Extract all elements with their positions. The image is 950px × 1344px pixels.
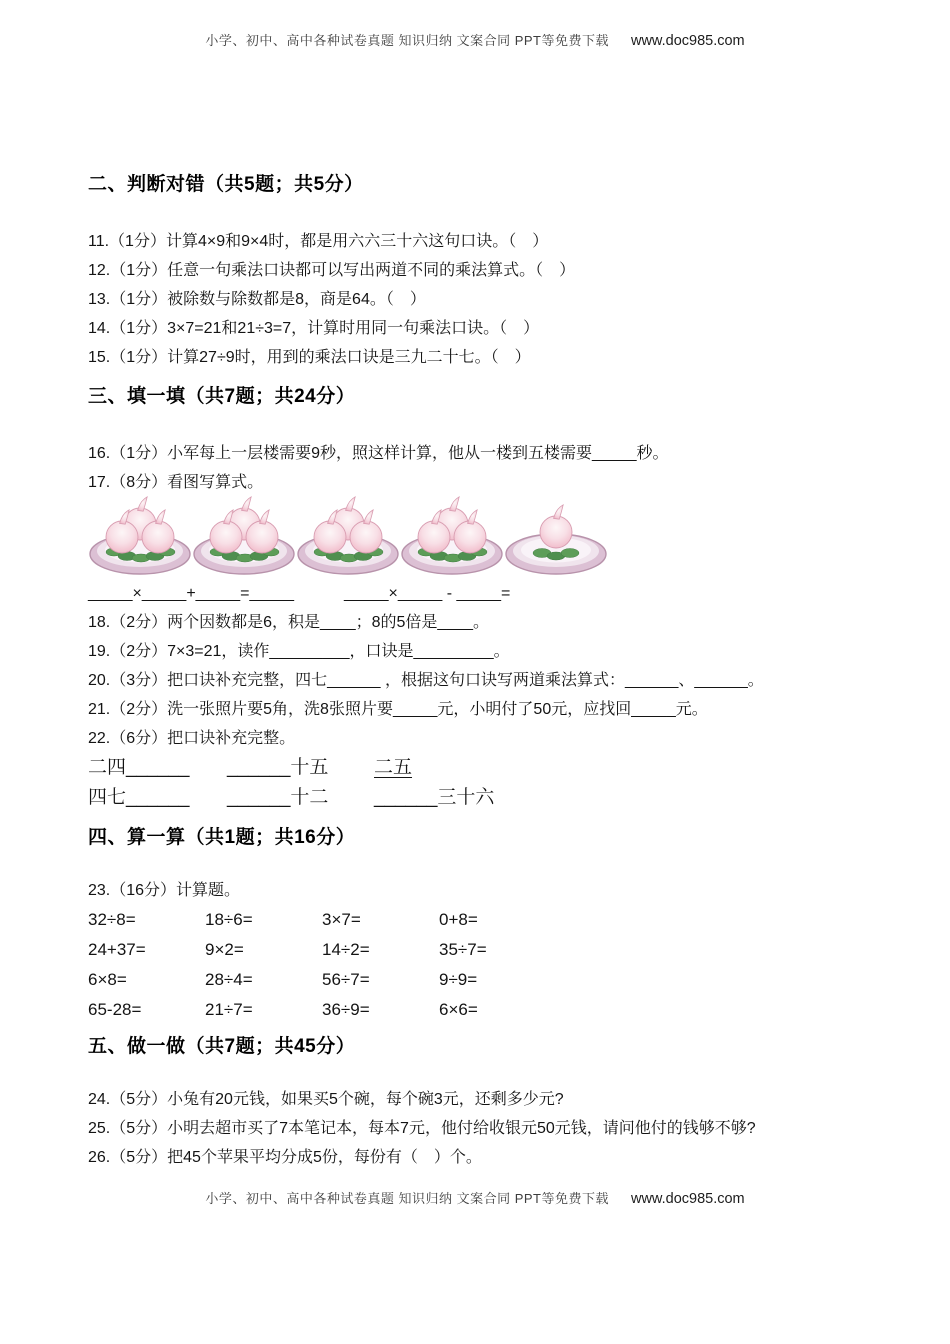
mnemonic-blank: ______三十六	[374, 787, 495, 808]
section-2-questions	[88, 227, 868, 372]
section-3-title: 三、填一填（共7题；共24分）	[88, 386, 356, 407]
calc-item: 6×8=	[88, 970, 127, 989]
footer-site-url: www.doc985.com	[630, 1191, 745, 1207]
calc-item: 3×7=	[322, 910, 361, 929]
calc-item: 0+8=	[439, 910, 478, 929]
mnemonic-blank: ______十二	[227, 787, 329, 808]
mnemonic-row-2	[88, 783, 868, 813]
page-header	[0, 30, 950, 49]
peach-plate	[504, 495, 608, 579]
calc-item: 36÷9=	[322, 1000, 370, 1019]
calc-item: 35÷7=	[439, 940, 487, 959]
question-24: 24.（5分）小兔有20元钱，如果买5个碗，每个碗3元，还剩多少元?	[88, 1091, 564, 1108]
question-14: 14.（1分）3×7=21和21÷3=7，计算时用同一句乘法口诀。（ ）	[88, 320, 540, 337]
peach-plate	[88, 495, 192, 579]
calc-item: 9÷9=	[439, 970, 478, 989]
question-17: 17.（8分）看图写算式。	[88, 474, 264, 491]
header-site-url: www.doc985.com	[630, 33, 745, 49]
section-5-questions	[88, 1085, 868, 1172]
calc-item: 56÷7=	[322, 970, 370, 989]
calc-item: 21÷7=	[205, 1000, 253, 1019]
document-body	[88, 173, 868, 1172]
mnemonic-blank: 二五	[374, 757, 413, 778]
page-footer	[0, 1188, 950, 1207]
question-11: 11.（1分）计算4×9和9×4时，都是用六六三十六这句口诀。（ ）	[88, 233, 549, 250]
mnemonic-row-1	[88, 753, 868, 783]
calc-item: 9×2=	[205, 940, 244, 959]
peach-plate	[192, 495, 296, 579]
question-13: 13.（1分）被除数与除数都是8，商是64。（ ）	[88, 291, 426, 308]
question-23: 23.（16分）计算题。	[88, 882, 241, 899]
calculation-grid	[88, 905, 868, 1025]
section-5-title: 五、做一做（共7题；共45分）	[88, 1036, 356, 1057]
section-4-questions	[88, 876, 868, 1025]
mnemonic-blank: ______十五	[227, 757, 329, 778]
peach-plates-illustration	[88, 495, 618, 579]
equation-blank-right: _____×_____ - _____=	[344, 585, 511, 602]
section-4-title: 四、算一算（共1题；共16分）	[88, 827, 356, 848]
footer-text: 小学、初中、高中各种试卷真题 知识归纳 文案合同 PPT等免费下载	[205, 1191, 609, 1206]
question-25: 25.（5分）小明去超市买了7本笔记本，每本7元，他付给收银元50元钱，请问他付的钱够不够?	[88, 1120, 756, 1137]
question-16: 16.（1分）小军每上一层楼需要9秒，照这样计算，他从一楼到五楼需要_____秒。	[88, 445, 669, 462]
mnemonic-blank: 四七______	[88, 787, 190, 808]
peach-bun	[540, 505, 572, 548]
calc-item: 32÷8=	[88, 910, 136, 929]
leaf	[561, 549, 579, 558]
equation-blank-left: _____×_____+_____=_____	[88, 585, 294, 602]
question-20: 20.（3分）把口诀补充完整，四七______ ，根据这句口诀写两道乘法算式：______、______。	[88, 672, 764, 689]
section-3-questions	[88, 439, 868, 813]
peach-plate	[296, 495, 400, 579]
question-21: 21.（2分）洗一张照片要5角，洗8张照片要_____元，小明付了50元，应找回_____元。	[88, 701, 708, 718]
write-equation-blanks	[88, 579, 868, 608]
calc-item: 14÷2=	[322, 940, 370, 959]
calc-item: 6×6=	[439, 1000, 478, 1019]
header-text: 小学、初中、高中各种试卷真题 知识归纳 文案合同 PPT等免费下载	[205, 33, 609, 48]
question-15: 15.（1分）计算27÷9时，用到的乘法口诀是三九二十七。（ ）	[88, 349, 531, 366]
peach-plate	[400, 495, 504, 579]
section-2-title: 二、判断对错（共5题；共5分）	[88, 174, 364, 195]
question-22: 22.（6分）把口诀补充完整。	[88, 730, 296, 747]
question-19: 19.（2分）7×3=21，读作_________，口诀是_________。	[88, 643, 510, 660]
question-26: 26.（5分）把45个苹果平均分成5份，每份有（ ）个。	[88, 1149, 482, 1166]
mnemonic-blank: 二四______	[88, 757, 190, 778]
question-12: 12.（1分）任意一句乘法口诀都可以写出两道不同的乘法算式。（ ）	[88, 262, 576, 279]
calc-item: 24+37=	[88, 940, 146, 959]
calc-item: 18÷6=	[205, 910, 253, 929]
calc-item: 65-28=	[88, 1000, 142, 1019]
question-18: 18.（2分）两个因数都是6，积是____；8的5倍是____。	[88, 614, 490, 631]
calc-item: 28÷4=	[205, 970, 253, 989]
